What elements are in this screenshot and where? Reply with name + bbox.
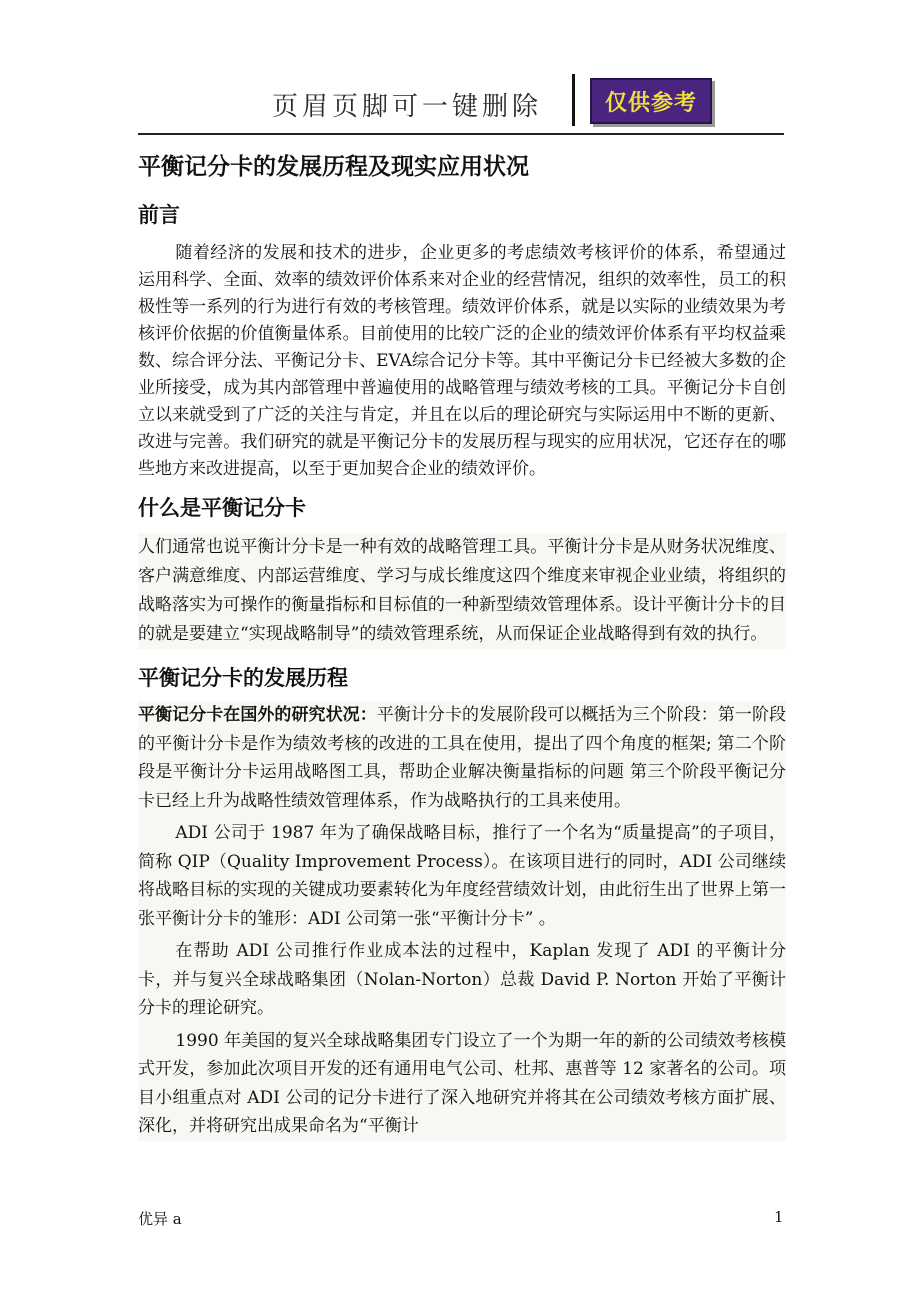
- history-lead: 平衡记分卡在国外的研究状况：: [138, 705, 377, 725]
- section-heading-preface: 前言: [138, 203, 180, 227]
- preface-paragraph: 随着经济的发展和技术的进步，企业更多的考虑绩效考核评价的体系，希望通过运用科学、全面、效率的绩效评价体系来对企业的经营情况，组织的效率性，员工的积极性等一系列的行为进行有效的考核管理。绩效评价体系，就是以实际的业绩效果为考核评价依据的价值衡量体系。目前使用的比较广泛的企业的绩效评价体系有平均权益乘数、综合评分法、平衡记分卡、EVA综合记分卡等。其中平衡记分卡已经被大多数的企业所接受，成为其内部管理中普遍使用的战略管理与绩效考核的工具。平衡记分卡自创立以来就受到了广泛的关注与肯定，并且在以后的理论研究与实际运用中不断的更新、改进与完善。我们研究的就是平衡记分卡的发展历程与现实的应用状况，它还存在的哪些地方来改进提高，以至于更加契合企业的绩效评价。: [138, 243, 786, 479]
- section-heading-what: 什么是平衡记分卡: [138, 496, 306, 520]
- page-number: 1: [774, 1208, 784, 1226]
- history-paragraph-1: [138, 701, 786, 815]
- history-paragraph-3: 在帮助 ADI 公司推行作业成本法的过程中，Kaplan 发现了 ADI 的平衡计分卡，并与复兴全球战略集团（Nolan-Norton）总裁 David P. Norton 开始了平衡计分卡的理论研究。: [138, 941, 786, 1018]
- header-rule: [138, 133, 784, 135]
- history-paragraph-2: ADI 公司于 1987 年为了确保战略目标，推行了一个名为“质量提高”的子项目，简称 QIP（Quality Improvement Process）。在该项目进行的同时，ADI 公司继续将战略目标的实现的关键成功要素转化为年度经营绩效计划，由此衍生出了世界上第一张平衡计分卡的雏形：ADI 公司第一张“平衡计分卡” 。: [138, 823, 786, 929]
- document-body: [138, 140, 786, 1141]
- section-heading-history: 平衡记分卡的发展历程: [138, 666, 348, 690]
- history-paragraph-1-text: 平衡计分卡的发展阶段可以概括为三个阶段：第一阶段的平衡计分卡是作为绩效考核的改进的工具在使用，提出了四个角度的框架; 第二个阶段是平衡计分卡运用战略图工具，帮助企业解决衡量指标的问题 第三个阶段平衡记分卡已经上升为战略性绩效管理体系，作为战略执行的工具来使用。: [138, 705, 787, 811]
- header-text: 页眉页脚可一键删除: [272, 92, 543, 122]
- history-block: [138, 701, 786, 1141]
- what-paragraph: 人们通常也说平衡计分卡是一种有效的战略管理工具。平衡计分卡是从财务状况维度、客户满意维度、内部运营维度、学习与成长维度这四个维度来审视企业业绩，将组织的战略落实为可操作的衡量指标和目标值的一种新型绩效管理体系。设计平衡计分卡的目的就是要建立“实现战略制导”的绩效管理系统，从而保证企业战略得到有效的执行。: [138, 533, 786, 649]
- history-paragraph-4: 1990 年美国的复兴全球战略集团专门设立了一个为期一年的新的公司绩效考核模式开发，参加此次项目开发的还有通用电气公司、杜邦、惠普等 12 家著名的公司。项目小组重点对 ADI 公司的记分卡进行了深入地研究并将其在公司绩效考核方面扩展、深化，并将研究出成果命名为“平衡计: [138, 1030, 786, 1136]
- header-divider: [572, 74, 575, 126]
- footer-label: 优异 a: [138, 1210, 182, 1228]
- reference-badge: 仅供参考: [590, 78, 712, 124]
- document-title: 平衡记分卡的发展历程及现实应用状况: [138, 154, 529, 180]
